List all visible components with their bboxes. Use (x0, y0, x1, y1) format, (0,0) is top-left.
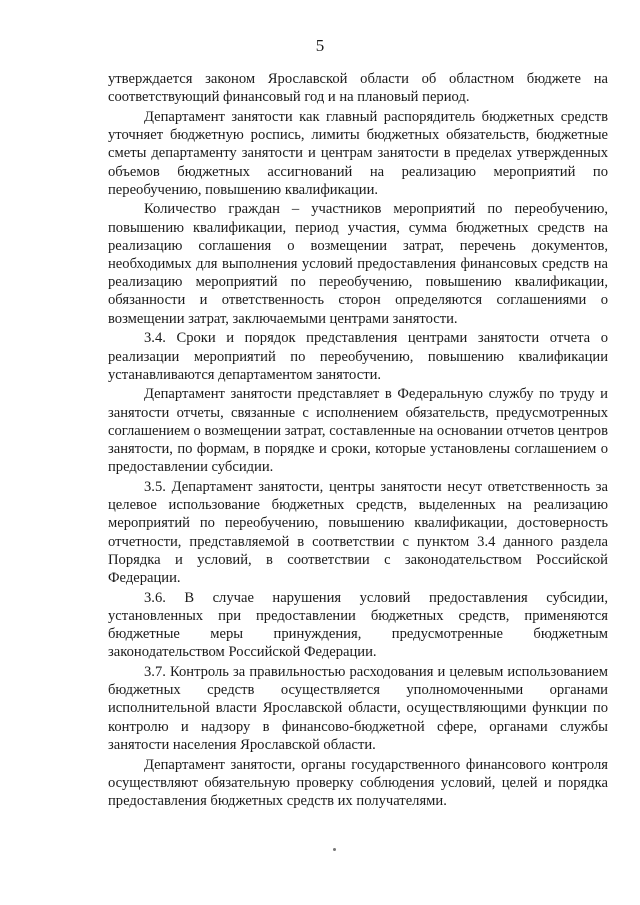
paragraph-continuation: утверждается законом Ярославской области об областном бюджете на соответствующий финансовый год и на плановый период. (108, 71, 608, 106)
paragraph-final-control: Департамент занятости, органы государственного финансового контроля осуществляют обязательную проверку соблюдения условий, целей и порядка предоставления бюджетных средств их получателями. (108, 756, 608, 809)
paragraph-section-3-6: 3.6. В случае нарушения условий предоставления субсидии, установленных при предоставлении бюджетных средств, применяются бюджетные меры принуждения, предусмотренные бюджетным законодательством Российской Федерации. (108, 589, 608, 661)
paragraph-budget-distribution: Департамент занятости как главный распорядитель бюджетных средств уточняет бюджетную роспись, лимиты бюджетных обязательств, бюджетные сметы департаменту занятости и центрам занятости в пределах утвержденных объемов бюджетных ассигнований на реализацию мероприятий по переобучению, повышению квалификации. (108, 108, 608, 198)
paragraph-section-3-5: 3.5. Департамент занятости, центры занятости несут ответственность за целевое использование бюджетных средств, выделенных на реализацию мероприятий по переобучению, повышению квалификации, достоверность отчетности, представляемой в соответствии с пунктом 3.4 данного раздела Порядка и условий, в соответствии с законодательством Российской Федерации. (108, 478, 608, 586)
paragraph-participants: Количество граждан – участников мероприятий по переобучению, повышению квалификации, период участия, сумма бюджетных средств на реализацию соглашения о возмещении затрат, перечень документов, необходимых для выполнения условий предоставления финансовых средств на реализацию мероприятий по переобучению, повышению квалификации, обязанности и ответственность сторон определяются соглашениями о возмещении затрат, заключаемыми центрами занятости. (108, 201, 608, 327)
scan-dot-mark (333, 848, 336, 851)
paragraph-section-3-4: 3.4. Сроки и порядок представления центрами занятости отчета о реализации мероприятий по переобучению, повышению квалификации устанавливаются департаментом занятости. (108, 330, 608, 383)
page-number: 5 (315, 36, 325, 55)
document-body (108, 70, 608, 812)
paragraph-reports: Департамент занятости представляет в Федеральную службу по труду и занятости отчеты, связанные с исполнением обязательств, предусмотренных соглашением о возмещении затрат, составленные на основании отчетов центров занятости, по формам, в порядке и сроки, которые установлены соглашением о предоставлении субсидии. (108, 386, 608, 476)
paragraph-section-3-7: 3.7. Контроль за правильностью расходования и целевым использованием бюджетных средств осуществляется уполномоченными органами исполнительной власти Ярославской области, осуществляющими функции по контролю и надзору в финансово-бюджетной сфере, органами службы занятости населения Ярославской области. (108, 664, 608, 753)
